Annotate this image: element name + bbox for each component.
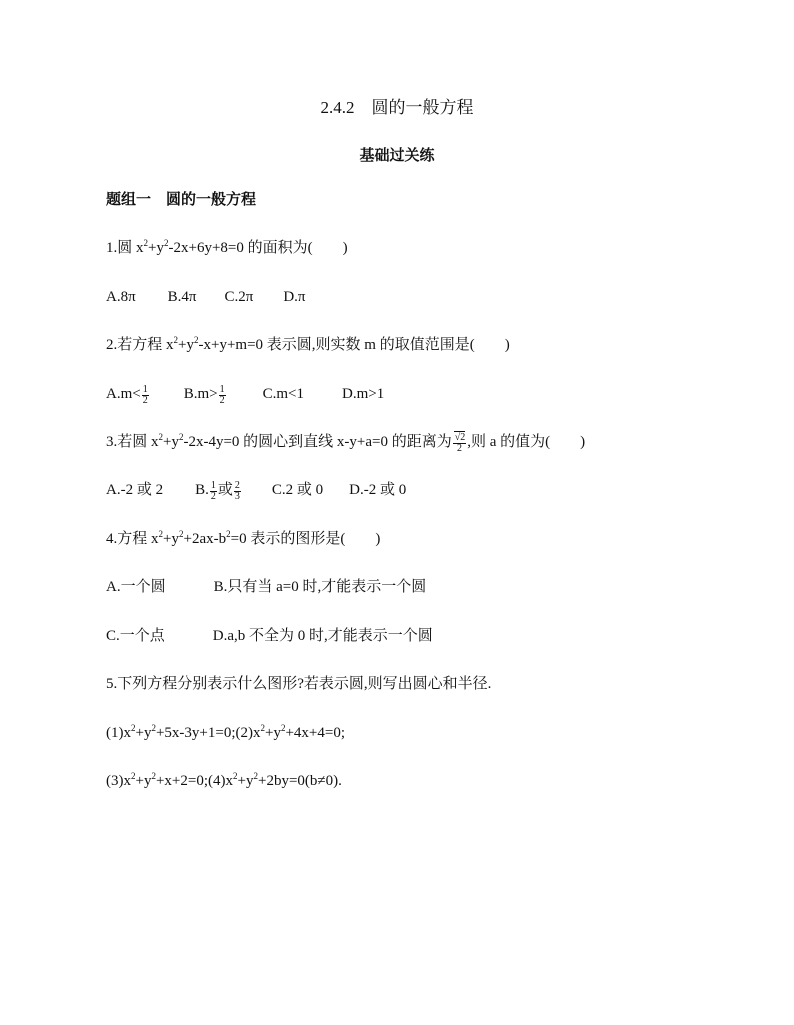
question-4-options-row1 xyxy=(106,577,426,597)
page-title: 2.4.2 圆的一般方程 xyxy=(320,98,474,117)
question-2-stem: 2.若方程 $x^2+y^2-x+y+m=0$ 表示圆,则实数 m 的取值范围是( ) xyxy=(106,335,510,353)
q1-option-d: D.π xyxy=(283,289,306,305)
q1-option-a: A.8π xyxy=(106,289,136,305)
fraction-one-half: $\frac{1}{2}$ xyxy=(219,384,225,406)
question-3-options xyxy=(106,480,406,502)
question-1-stem: 1.圆 $x^2+y^2-2x+6y+8=0$ 的面积为( ) xyxy=(106,238,348,256)
question-4-stem: 4.方程 $x^2+y^2+2ax-b^2=0$ 表示的图形是( ) xyxy=(106,529,381,547)
q1-option-b: B.4π xyxy=(167,289,197,305)
question-1-options xyxy=(106,287,305,307)
question-3-stem: 3.若圆 $x^2+y^2-2x-4y=0$ 的圆心到直线 x-y+a=0 的距离为 $\frac{√2}{2}$ ,则 a 的值为( ) xyxy=(106,432,586,454)
q4-option-b: B.只有当 a=0 时,才能表示一个圆 xyxy=(213,579,427,595)
q3-option-d: D.-2 或 0 xyxy=(349,482,407,498)
question-5-line-2: $(3)x^2+y^2+x+2=0;(4)x^2+y^2+2by=0(b\ne 0)$. xyxy=(106,771,342,789)
q2-option-d: D.m>1 xyxy=(342,386,385,402)
question-4-options-row2 xyxy=(106,626,433,646)
q3-option-b: B. $\frac{1}{2}$ 或 $\frac{2}{3}$ xyxy=(195,480,240,502)
question-5-line-1: $(1)x^2+y^2+5x-3y+1=0;(2)x^2+y^2+4x+4=0$; xyxy=(106,723,346,741)
q4-option-a: A.一个圆 xyxy=(106,579,166,595)
fraction-one-half: $\frac{1}{2}$ xyxy=(142,384,148,406)
q1-option-c: C.2π xyxy=(224,289,254,305)
q3-option-a: A.-2 或 2 xyxy=(106,482,164,498)
q4-option-d: D.a,b 不全为 0 时,才能表示一个圆 xyxy=(212,628,433,644)
question-5-stem: 5.下列方程分别表示什么图形?若表示圆,则写出圆心和半径. xyxy=(106,676,492,692)
question-2-options xyxy=(106,384,384,406)
q2-option-b: B.m> $\frac{1}{2}$ xyxy=(183,384,225,406)
q3-option-c: C.2 或 0 xyxy=(271,482,324,498)
group-heading: 题组一 圆的一般方程 xyxy=(106,192,257,208)
fraction-sqrt2-over-2: $\frac{√2}{2}$ xyxy=(454,432,466,454)
q4-option-c: C.一个点 xyxy=(106,628,165,644)
q2-option-c: C.m<1 xyxy=(262,386,304,402)
section-subtitle: 基础过关练 xyxy=(359,148,435,164)
q2-option-a: A.m< $\frac{1}{2}$ xyxy=(106,384,148,406)
